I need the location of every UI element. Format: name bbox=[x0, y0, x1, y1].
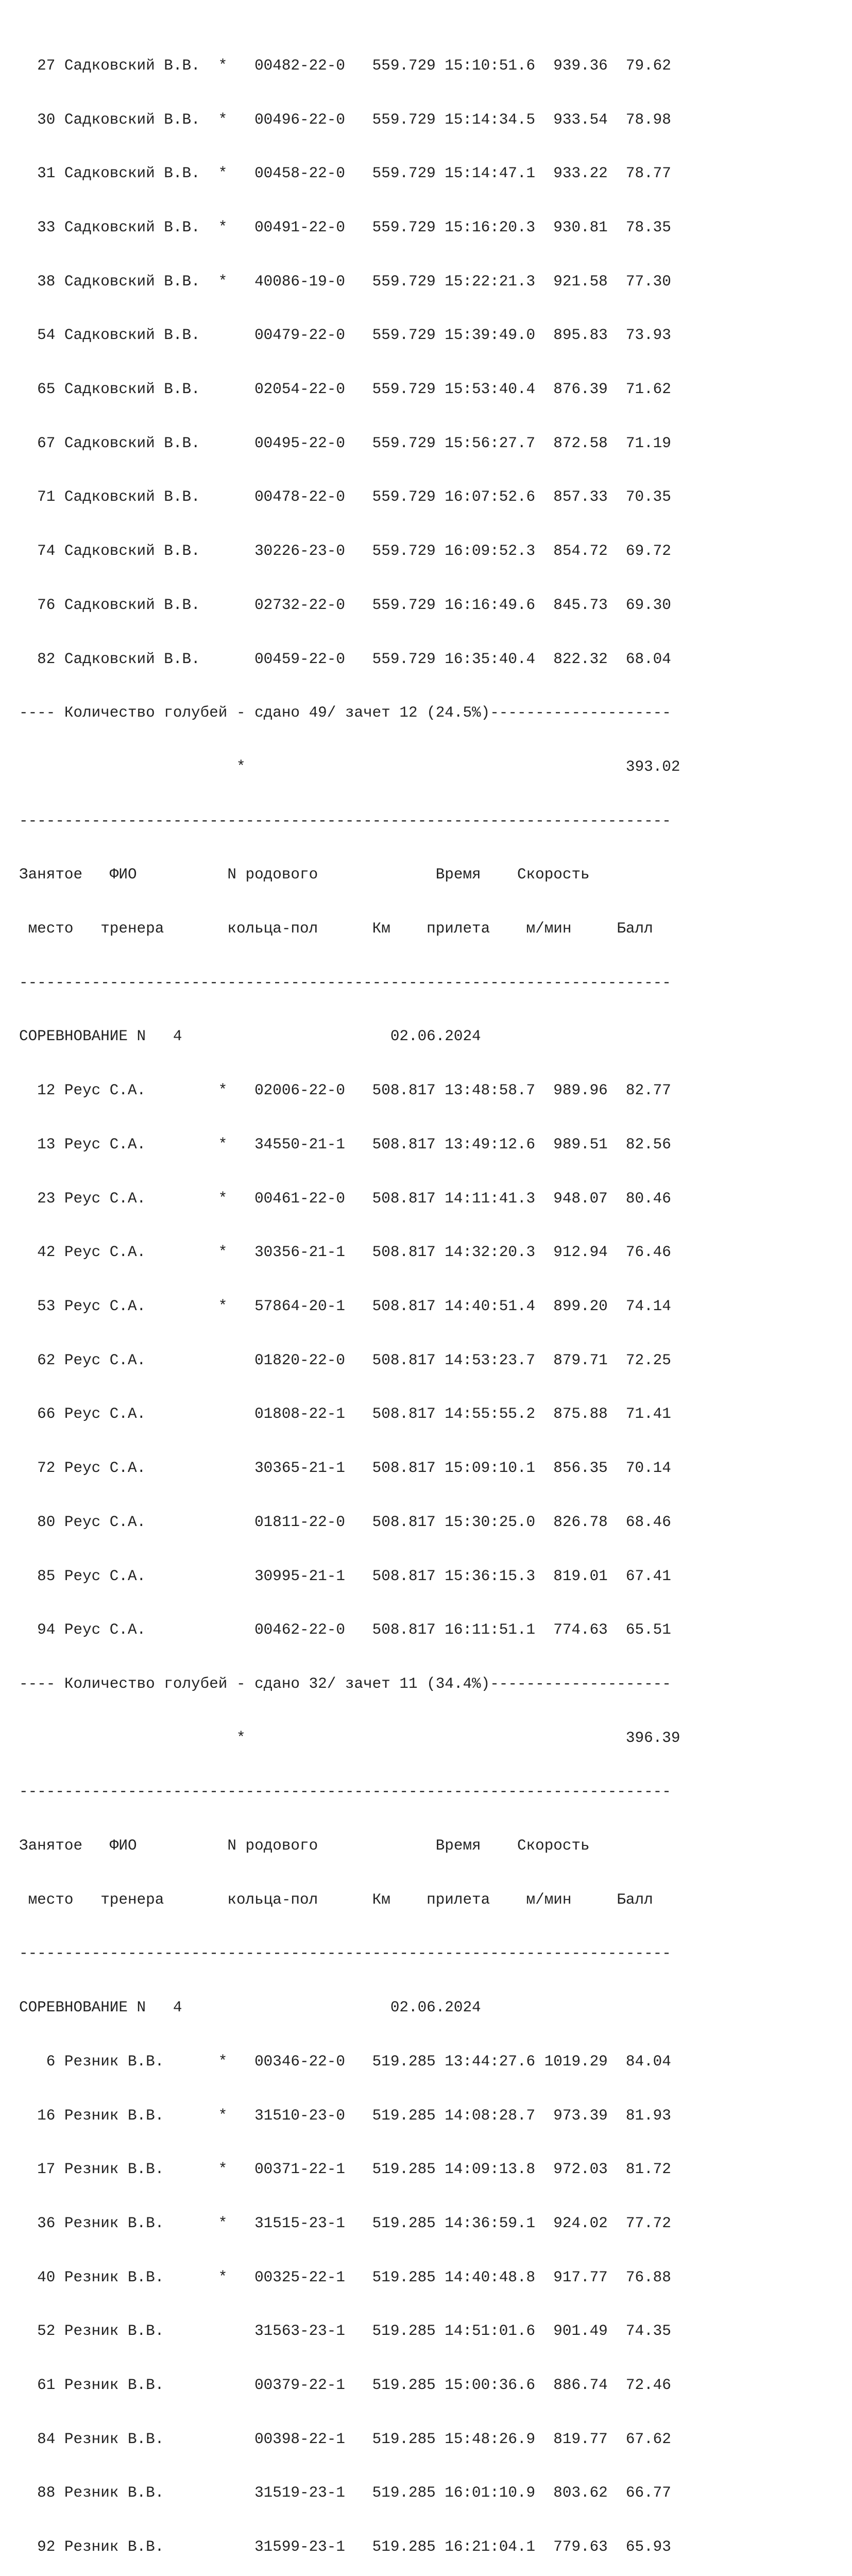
report-line: 74 Садковский В.В. 30226-23-0 559.729 16:09:52.3 854.72 69.72 bbox=[19, 543, 671, 560]
total-line: * 393.02 bbox=[19, 758, 680, 775]
report-line: 76 Садковский В.В. 02732-22-0 559.729 16:16:49.6 845.73 69.30 bbox=[19, 596, 671, 614]
report-line: 16 Резник В.В. * 31510-23-0 519.285 14:08:28.7 973.39 81.93 bbox=[19, 2107, 671, 2124]
report-line: 23 Реус С.А. * 00461-22-0 508.817 14:11:41.3 948.07 80.46 bbox=[19, 1190, 671, 1207]
report-line: 6 Резник В.В. * 00346-22-0 519.285 13:44:27.6 1019.29 84.04 bbox=[19, 2053, 671, 2070]
report-line: 80 Реус С.А. 01811-22-0 508.817 15:30:25.0 826.78 68.46 bbox=[19, 1513, 671, 1531]
report-line: 17 Резник В.В. * 00371-22-1 519.285 14:09:13.8 972.03 81.72 bbox=[19, 2161, 671, 2178]
report-line: 27 Садковский В.В. * 00482-22-0 559.729 15:10:51.6 939.36 79.62 bbox=[19, 57, 671, 74]
competition-title-line: СОРЕВНОВАНИЕ N 4 02.06.2024 bbox=[19, 1028, 481, 1045]
report-line: 42 Реус С.А. * 30356-21-1 508.817 14:32:20.3 912.94 76.46 bbox=[19, 1244, 671, 1261]
separator-line: ------------------------------------------------------------------------ bbox=[19, 1945, 671, 1962]
results-report bbox=[19, 21, 680, 2576]
report-line: 72 Реус С.А. 30365-21-1 508.817 15:09:10.1 856.35 70.14 bbox=[19, 1460, 671, 1477]
report-line: 54 Садковский В.В. 00479-22-0 559.729 15:39:49.0 895.83 73.93 bbox=[19, 327, 671, 344]
column-header-line: Занятое ФИО N родового Время Скорость bbox=[19, 866, 590, 884]
report-line: 88 Резник В.В. 31519-23-1 519.285 16:01:10.9 803.62 66.77 bbox=[19, 2484, 671, 2502]
report-line: 53 Реус С.А. * 57864-20-1 508.817 14:40:51.4 899.20 74.14 bbox=[19, 1297, 671, 1315]
total-line: * 396.39 bbox=[19, 1729, 680, 1747]
report-line: 92 Резник В.В. 31599-23-1 519.285 16:21:04.1 779.63 65.93 bbox=[19, 2538, 671, 2556]
report-line: 36 Резник В.В. * 31515-23-1 519.285 14:36:59.1 924.02 77.72 bbox=[19, 2214, 671, 2232]
report-line: 67 Садковский В.В. 00495-22-0 559.729 15:56:27.7 872.58 71.19 bbox=[19, 434, 671, 452]
summary-line: ---- Количество голубей - сдано 32/ зачет 11 (34.4%)-------------------- bbox=[19, 1675, 671, 1692]
separator-line: ------------------------------------------------------------------------ bbox=[19, 974, 671, 991]
report-line: 33 Садковский В.В. * 00491-22-0 559.729 15:16:20.3 930.81 78.35 bbox=[19, 218, 671, 236]
report-line: 66 Реус С.А. 01808-22-1 508.817 14:55:55.2 875.88 71.41 bbox=[19, 1405, 671, 1423]
report-line: 84 Резник В.В. 00398-22-1 519.285 15:48:26.9 819.77 67.62 bbox=[19, 2430, 671, 2448]
report-line: 85 Реус С.А. 30995-21-1 508.817 15:36:15.3 819.01 67.41 bbox=[19, 1567, 671, 1585]
report-line: 61 Резник В.В. 00379-22-1 519.285 15:00:36.6 886.74 72.46 bbox=[19, 2377, 671, 2394]
report-line: 94 Реус С.А. 00462-22-0 508.817 16:11:51.1 774.63 65.51 bbox=[19, 1621, 671, 1639]
report-line: 31 Садковский В.В. * 00458-22-0 559.729 15:14:47.1 933.22 78.77 bbox=[19, 165, 671, 182]
report-line: 13 Реус С.А. * 34550-21-1 508.817 13:49:12.6 989.51 82.56 bbox=[19, 1136, 671, 1153]
competition-title-line: СОРЕВНОВАНИЕ N 4 02.06.2024 bbox=[19, 1999, 481, 2016]
report-line: 30 Садковский В.В. * 00496-22-0 559.729 15:14:34.5 933.54 78.98 bbox=[19, 111, 671, 128]
column-header-line: место тренера кольца-пол Км прилета м/мин Балл bbox=[19, 1891, 653, 1908]
report-line: 82 Садковский В.В. 00459-22-0 559.729 16:35:40.4 822.32 68.04 bbox=[19, 650, 671, 668]
report-line: 62 Реус С.А. 01820-22-0 508.817 14:53:23.7 879.71 72.25 bbox=[19, 1351, 671, 1369]
report-line: 40 Резник В.В. * 00325-22-1 519.285 14:40:48.8 917.77 76.88 bbox=[19, 2268, 671, 2286]
report-line: 52 Резник В.В. 31563-23-1 519.285 14:51:01.6 901.49 74.35 bbox=[19, 2323, 671, 2340]
summary-line: ---- Количество голубей - сдано 49/ зачет 12 (24.5%)-------------------- bbox=[19, 704, 671, 722]
separator-line: ------------------------------------------------------------------------ bbox=[19, 812, 671, 829]
report-line: 38 Садковский В.В. * 40086-19-0 559.729 15:22:21.3 921.58 77.30 bbox=[19, 273, 671, 290]
column-header-line: место тренера кольца-пол Км прилета м/мин Балл bbox=[19, 920, 653, 938]
report-line: 65 Садковский В.В. 02054-22-0 559.729 15:53:40.4 876.39 71.62 bbox=[19, 381, 671, 398]
report-line: 12 Реус С.А. * 02006-22-0 508.817 13:48:58.7 989.96 82.77 bbox=[19, 1082, 671, 1099]
column-header-line: Занятое ФИО N родового Время Скорость bbox=[19, 1837, 590, 1855]
separator-line: ------------------------------------------------------------------------ bbox=[19, 1783, 671, 1801]
report-line: 71 Садковский В.В. 00478-22-0 559.729 16:07:52.6 857.33 70.35 bbox=[19, 488, 671, 506]
